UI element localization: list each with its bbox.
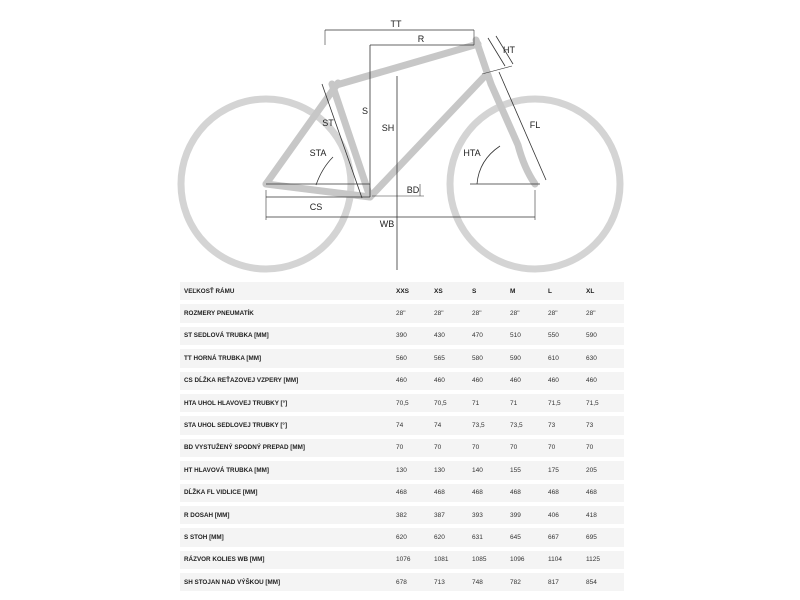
label-st: ST <box>322 118 334 128</box>
row-value: 667 <box>548 528 586 546</box>
table-row <box>180 573 624 591</box>
row-label: TT HORNÁ TRUBKA [MM] <box>180 349 396 367</box>
row-label: RÁZVOR KOLIES WB [MM] <box>180 551 396 569</box>
row-value: 817 <box>548 573 586 591</box>
row-value: 70,5 <box>434 394 472 412</box>
table-row <box>180 327 624 345</box>
bike-frame <box>266 40 535 197</box>
row-value: 1096 <box>510 551 548 569</box>
row-value: 620 <box>434 528 472 546</box>
header-size-xl: XL <box>586 282 624 300</box>
label-r: R <box>417 34 425 44</box>
row-value: 713 <box>434 573 472 591</box>
row-value: 460 <box>472 372 510 390</box>
table-header-row <box>180 282 624 300</box>
row-label: ROZMERY PNEUMATÍK <box>180 304 396 322</box>
row-value: 418 <box>586 506 624 524</box>
row-value: 71,5 <box>586 394 624 412</box>
geometry-table-body <box>180 282 624 591</box>
row-value: 28" <box>510 304 548 322</box>
row-label: DĹŽKA FL VIDLICE [MM] <box>180 484 396 502</box>
row-label: STA UHOL SEDLOVEJ TRUBKY [°] <box>180 416 396 434</box>
row-value: 678 <box>396 573 434 591</box>
table-row <box>180 506 624 524</box>
row-value: 550 <box>548 327 586 345</box>
header-frame-size-label: VEĽKOSŤ RÁMU <box>180 282 396 300</box>
row-label: HT HLAVOVÁ TRUBKA [MM] <box>180 461 396 479</box>
row-value: 28" <box>586 304 624 322</box>
table-row <box>180 394 624 412</box>
row-value: 580 <box>472 349 510 367</box>
row-value: 28" <box>434 304 472 322</box>
header-size-xs: XS <box>434 282 472 300</box>
row-value: 695 <box>586 528 624 546</box>
row-label: R DOSAH [MM] <box>180 506 396 524</box>
header-size-xxs: XXS <box>396 282 434 300</box>
row-value: 71 <box>510 394 548 412</box>
row-value: 387 <box>434 506 472 524</box>
row-value: 560 <box>396 349 434 367</box>
header-size-s: S <box>472 282 510 300</box>
row-value: 382 <box>396 506 434 524</box>
row-value: 70 <box>396 439 434 457</box>
label-s: S <box>361 106 369 116</box>
row-value: 645 <box>510 528 548 546</box>
row-value: 854 <box>586 573 624 591</box>
row-value: 70 <box>472 439 510 457</box>
row-value: 205 <box>586 461 624 479</box>
row-value: 1104 <box>548 551 586 569</box>
row-value: 468 <box>434 484 472 502</box>
table-row <box>180 439 624 457</box>
table-row <box>180 484 624 502</box>
row-value: 399 <box>510 506 548 524</box>
row-value: 460 <box>434 372 472 390</box>
row-value: 631 <box>472 528 510 546</box>
label-sh: SH <box>381 123 395 133</box>
row-value: 460 <box>586 372 624 390</box>
label-bd: BD <box>406 185 420 195</box>
row-value: 71,5 <box>548 394 586 412</box>
label-fl: FL <box>529 120 541 130</box>
label-ht: HT <box>503 45 515 55</box>
row-value: 468 <box>510 484 548 502</box>
row-value: 782 <box>510 573 548 591</box>
top-tube <box>333 44 478 86</box>
row-value: 130 <box>396 461 434 479</box>
row-value: 393 <box>472 506 510 524</box>
row-value: 74 <box>396 416 434 434</box>
row-value: 590 <box>586 327 624 345</box>
row-value: 1081 <box>434 551 472 569</box>
label-cs: CS <box>309 202 323 212</box>
table-row <box>180 349 624 367</box>
table-row <box>180 461 624 479</box>
row-value: 1076 <box>396 551 434 569</box>
table-row <box>180 528 624 546</box>
row-value: 70 <box>586 439 624 457</box>
row-value: 140 <box>472 461 510 479</box>
row-label: SH STOJAN NAD VÝŠKOU [MM] <box>180 573 396 591</box>
row-value: 468 <box>586 484 624 502</box>
row-value: 28" <box>396 304 434 322</box>
row-label: CS DĹŽKA REŤAZOVEJ VZPERY [MM] <box>180 372 396 390</box>
row-value: 73 <box>586 416 624 434</box>
table-row <box>180 416 624 434</box>
row-value: 70,5 <box>396 394 434 412</box>
row-label: HTA UHOL HLAVOVEJ TRUBKY [°] <box>180 394 396 412</box>
row-value: 73 <box>548 416 586 434</box>
row-value: 71 <box>472 394 510 412</box>
row-value: 748 <box>472 573 510 591</box>
label-tt: TT <box>390 19 402 29</box>
header-size-l: L <box>548 282 586 300</box>
row-value: 468 <box>548 484 586 502</box>
row-value: 390 <box>396 327 434 345</box>
row-value: 565 <box>434 349 472 367</box>
row-value: 155 <box>510 461 548 479</box>
row-value: 73,5 <box>510 416 548 434</box>
bike-geometry-diagram <box>0 0 800 275</box>
row-value: 74 <box>434 416 472 434</box>
header-size-m: M <box>510 282 548 300</box>
label-hta: HTA <box>463 148 481 158</box>
row-value: 70 <box>434 439 472 457</box>
row-value: 70 <box>548 439 586 457</box>
row-value: 175 <box>548 461 586 479</box>
row-value: 470 <box>472 327 510 345</box>
row-value: 70 <box>510 439 548 457</box>
table-row <box>180 372 624 390</box>
row-value: 28" <box>472 304 510 322</box>
row-value: 430 <box>434 327 472 345</box>
row-label: ST SEDLOVÁ TRUBKA [MM] <box>180 327 396 345</box>
row-value: 468 <box>472 484 510 502</box>
row-value: 28" <box>548 304 586 322</box>
row-value: 610 <box>548 349 586 367</box>
table-row <box>180 551 624 569</box>
row-value: 1125 <box>586 551 624 569</box>
row-value: 460 <box>396 372 434 390</box>
row-value: 73,5 <box>472 416 510 434</box>
row-value: 130 <box>434 461 472 479</box>
row-value: 468 <box>396 484 434 502</box>
label-wb: WB <box>379 219 395 229</box>
row-value: 590 <box>510 349 548 367</box>
row-label: S STOH [MM] <box>180 528 396 546</box>
row-value: 510 <box>510 327 548 345</box>
table-row <box>180 304 624 322</box>
row-value: 620 <box>396 528 434 546</box>
row-value: 630 <box>586 349 624 367</box>
row-value: 460 <box>510 372 548 390</box>
row-value: 1085 <box>472 551 510 569</box>
geometry-size-table <box>180 278 624 595</box>
row-value: 460 <box>548 372 586 390</box>
row-value: 406 <box>548 506 586 524</box>
row-label: BD VYSTUŽENÝ SPODNÝ PREPAD [MM] <box>180 439 396 457</box>
label-sta: STA <box>309 148 327 158</box>
